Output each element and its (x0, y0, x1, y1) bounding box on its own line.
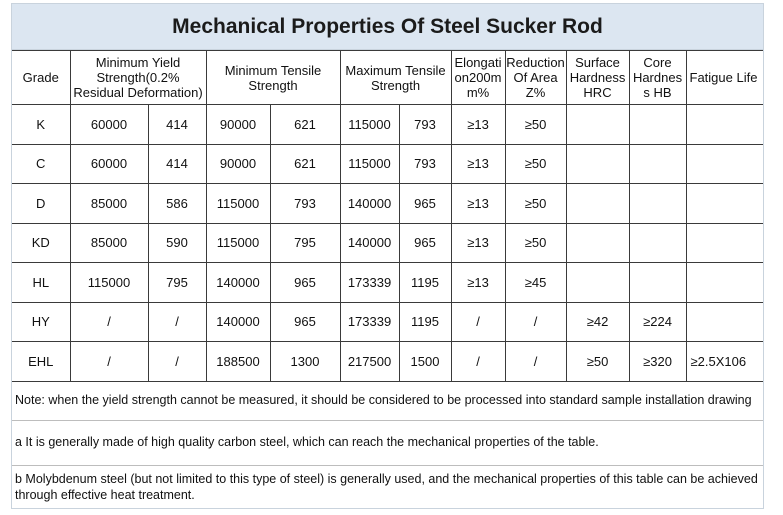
value-cell: 965 (270, 302, 340, 342)
value-cell: 1195 (399, 302, 451, 342)
title-bar (12, 4, 763, 50)
value-cell (686, 263, 763, 303)
table-row (12, 105, 763, 145)
value-cell: ≥50 (566, 342, 629, 382)
value-cell: 795 (270, 223, 340, 263)
value-cell: 414 (148, 144, 206, 184)
value-cell: 795 (148, 263, 206, 303)
value-cell: 621 (270, 144, 340, 184)
value-cell: 85000 (70, 223, 148, 263)
table-row (12, 342, 763, 382)
value-cell: ≥42 (566, 302, 629, 342)
value-cell: / (505, 342, 566, 382)
value-cell (629, 105, 686, 145)
table-row (12, 302, 763, 342)
grade-cell: K (12, 105, 70, 145)
value-cell: 414 (148, 105, 206, 145)
header-min-yield: Minimum Yield Strength(0.2% Residual Deformation) (70, 51, 206, 105)
grade-cell: KD (12, 223, 70, 263)
value-cell (686, 184, 763, 224)
value-cell (686, 144, 763, 184)
value-cell: / (148, 342, 206, 382)
value-cell: 115000 (206, 184, 270, 224)
value-cell: 965 (270, 263, 340, 303)
grade-cell: D (12, 184, 70, 224)
note-b-row (12, 465, 763, 508)
value-cell: 90000 (206, 105, 270, 145)
value-cell: 140000 (206, 302, 270, 342)
grade-cell: EHL (12, 342, 70, 382)
value-cell: 140000 (340, 184, 399, 224)
value-cell: 793 (270, 184, 340, 224)
value-cell (566, 105, 629, 145)
value-cell: ≥45 (505, 263, 566, 303)
table-row (12, 184, 763, 224)
value-cell (629, 223, 686, 263)
properties-table (12, 50, 763, 508)
value-cell: 90000 (206, 144, 270, 184)
value-cell: 173339 (340, 263, 399, 303)
value-cell: / (451, 302, 505, 342)
value-cell: ≥13 (451, 105, 505, 145)
value-cell (566, 144, 629, 184)
value-cell: ≥2.5X106 (686, 342, 763, 382)
value-cell: 188500 (206, 342, 270, 382)
note-b-text: b Molybdenum steel (but not limited to this type of steel) is generally used, and the mechanical properties of this table can be achieved through effective heat treatment. (12, 465, 763, 508)
value-cell: ≥224 (629, 302, 686, 342)
note-row (12, 381, 763, 420)
value-cell: 115000 (206, 223, 270, 263)
header-surface-hardness: Surface Hardness HRC (566, 51, 629, 105)
value-cell: ≥50 (505, 184, 566, 224)
value-cell: 793 (399, 144, 451, 184)
grade-cell: HL (12, 263, 70, 303)
value-cell: 60000 (70, 144, 148, 184)
value-cell: ≥13 (451, 223, 505, 263)
value-cell: 1300 (270, 342, 340, 382)
value-cell (686, 105, 763, 145)
value-cell (566, 263, 629, 303)
value-cell (686, 302, 763, 342)
value-cell: 793 (399, 105, 451, 145)
value-cell: 586 (148, 184, 206, 224)
value-cell: / (148, 302, 206, 342)
table-body (12, 105, 763, 382)
grade-cell: HY (12, 302, 70, 342)
properties-sheet (11, 3, 764, 509)
value-cell: 85000 (70, 184, 148, 224)
header-reduction: Reduction Of Area Z% (505, 51, 566, 105)
value-cell: 173339 (340, 302, 399, 342)
value-cell: / (70, 342, 148, 382)
value-cell: ≥50 (505, 223, 566, 263)
value-cell: / (505, 302, 566, 342)
value-cell: 621 (270, 105, 340, 145)
table-row (12, 144, 763, 184)
value-cell: ≥50 (505, 105, 566, 145)
value-cell: / (451, 342, 505, 382)
value-cell (686, 223, 763, 263)
header-elongation: Elongati on200m m% (451, 51, 505, 105)
value-cell (629, 263, 686, 303)
header-min-tensile: Minimum Tensile Strength (206, 51, 340, 105)
header-max-tensile: Maximum Tensile Strength (340, 51, 451, 105)
table-row (12, 263, 763, 303)
header-row (12, 51, 763, 105)
value-cell (566, 184, 629, 224)
value-cell: 60000 (70, 105, 148, 145)
value-cell: ≥13 (451, 263, 505, 303)
value-cell: 965 (399, 223, 451, 263)
header-core-hardness: Core Hardnes s HB (629, 51, 686, 105)
note-a-row (12, 420, 763, 465)
table-row (12, 223, 763, 263)
value-cell (629, 144, 686, 184)
value-cell: 115000 (70, 263, 148, 303)
value-cell: / (70, 302, 148, 342)
value-cell: ≥50 (505, 144, 566, 184)
value-cell: 115000 (340, 144, 399, 184)
header-grade: Grade (12, 51, 70, 105)
value-cell: 115000 (340, 105, 399, 145)
value-cell: 140000 (206, 263, 270, 303)
value-cell: 1195 (399, 263, 451, 303)
header-fatigue-life: Fatigue Life (686, 51, 763, 105)
note-text: Note: when the yield strength cannot be measured, it should be considered to be processed into standard sample installation drawing (12, 381, 763, 420)
grade-cell: C (12, 144, 70, 184)
table-title: Mechanical Properties Of Steel Sucker Rod (172, 14, 603, 38)
value-cell: 590 (148, 223, 206, 263)
note-a-text: a It is generally made of high quality carbon steel, which can reach the mechanical properties of the table. (12, 420, 763, 465)
value-cell: 1500 (399, 342, 451, 382)
value-cell: ≥320 (629, 342, 686, 382)
value-cell: 217500 (340, 342, 399, 382)
value-cell: ≥13 (451, 184, 505, 224)
value-cell (566, 223, 629, 263)
value-cell: ≥13 (451, 144, 505, 184)
value-cell: 140000 (340, 223, 399, 263)
value-cell: 965 (399, 184, 451, 224)
value-cell (629, 184, 686, 224)
